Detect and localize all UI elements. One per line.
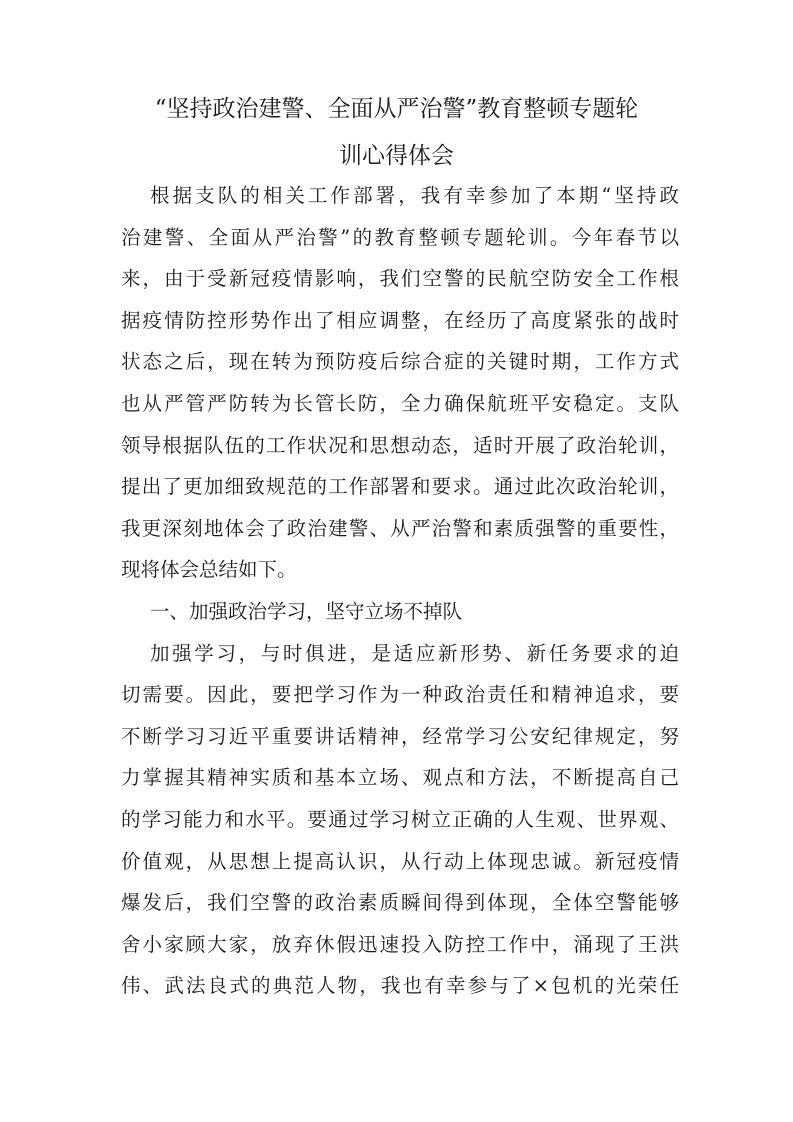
text-line: 状态之后，现在转为预防疫后综合症的关键时期，工作方式 <box>121 350 679 374</box>
text-line: 爆发后，我们空警的政治素质瞬间得到体现，全体空警能够 <box>121 891 679 915</box>
text-line: 价值观，从思想上提高认识，从行动上体现忠诚。新冠疫情 <box>121 849 679 873</box>
text-line: 根据支队的相关工作部署，我有幸参加了本期“坚持政 <box>150 184 679 207</box>
text-line: 舍小家顾大家，放弃休假迅速投入防控工作中，涌现了王洪 <box>121 932 679 956</box>
text-line: 现将体会总结如下。 <box>121 558 297 582</box>
paragraph-1 <box>121 175 679 591</box>
text-line: 提出了更加细致规范的工作部署和要求。通过此次政治轮训， <box>121 475 679 499</box>
text-line: 不断学习习近平重要讲话精神，经常学习公安纪律规定，努 <box>121 724 679 748</box>
text-line: 据疫情防控形势作出了相应调整，在经历了高度紧张的战时 <box>121 308 679 332</box>
document-body <box>121 175 679 1007</box>
text-line: 我更深刻地体会了政治建警、从严治警和素质强警的重要性， <box>121 516 679 540</box>
text-line: 的学习能力和水平。要通过学习树立正确的人生观、世界观、 <box>121 807 679 831</box>
text-line: 领导根据队伍的工作状况和思想动态，适时开展了政治轮训， <box>121 433 679 457</box>
section-heading: 一、加强政治学习，坚守立场不掉队 <box>150 599 463 623</box>
text-line: 也从严管严防转为长管长防，全力确保航班平安稳定。支队 <box>121 391 679 415</box>
text-line: 切需要。因此，要把学习作为一种政治责任和精神追求，要 <box>121 683 679 707</box>
document-title <box>0 86 793 180</box>
text-line: 力掌握其精神实质和基本立场、观点和方法，不断提高自己 <box>121 766 679 790</box>
text-line: 来，由于受新冠疫情影响，我们空警的民航空防安全工作根 <box>121 267 679 291</box>
text-line: 治建警、全面从严治警”的教育整顿专题轮训。今年春节以 <box>121 225 679 249</box>
title-line-1: “坚持政治建警、全面从严治警”教育整顿专题轮 <box>154 96 639 122</box>
text-line: 加强学习，与时俱进，是适应新形势、新任务要求的迫 <box>150 641 679 665</box>
text-line: 伟、武法良式的典范人物，我也有幸参与了×包机的光荣任 <box>121 974 679 998</box>
title-line-2: 训心得体会 <box>339 143 454 169</box>
paragraph-2 <box>121 633 679 1007</box>
